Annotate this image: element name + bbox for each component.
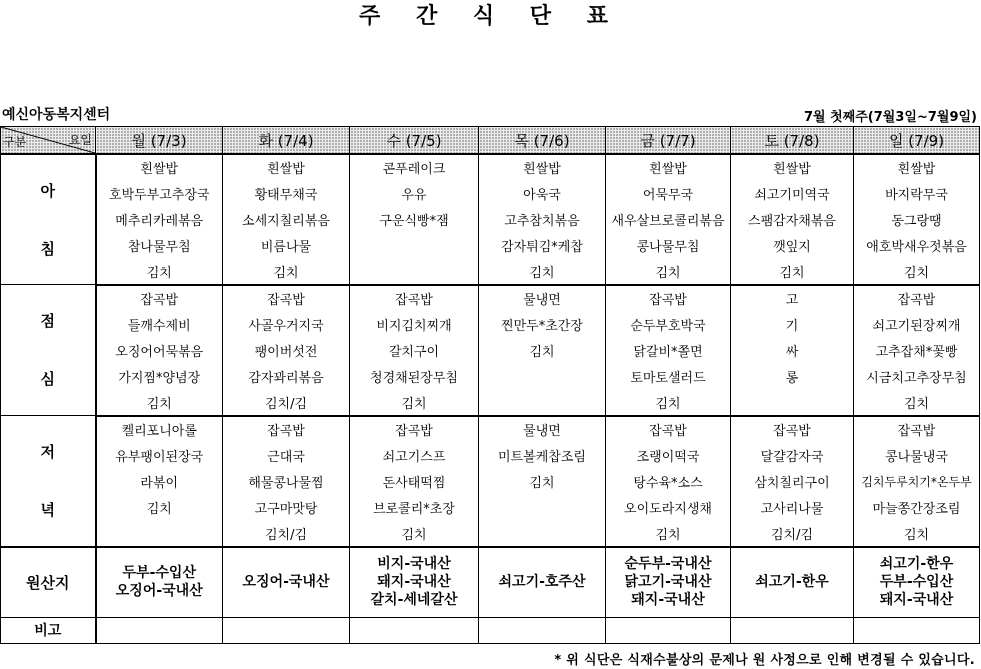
meal-label-char: 심: [40, 370, 55, 389]
menu-item: 기: [731, 312, 854, 338]
origin-cell: [854, 547, 980, 618]
menu-item: 오징어어묵볶음: [96, 338, 223, 364]
menu-item: [96, 520, 223, 547]
menu-item: 바지락무국: [854, 181, 980, 207]
origin-line: 돼지-국내산: [631, 592, 705, 609]
menu-item: 동그랑땡: [854, 207, 980, 233]
origin-cell: [96, 547, 223, 618]
origin-line: 갈치-세네갈산: [370, 592, 458, 609]
menu-item: 토마토샐러드: [606, 363, 731, 389]
menu-item: 김치/김: [731, 520, 854, 547]
meal-row: [1, 285, 980, 312]
origin-cell: [350, 547, 479, 618]
menu-item: 감자튀김*케찹: [479, 232, 606, 258]
menu-item: 잡곡밥: [223, 416, 350, 443]
menu-item: 조랭이떡국: [606, 443, 731, 469]
menu-item: 아욱국: [479, 181, 606, 207]
remark-cell: [223, 617, 350, 643]
meal-label: [1, 416, 96, 547]
meal-label-char: 점: [40, 312, 55, 331]
menu-item: 김치두루치기*온두부: [854, 469, 980, 495]
origin-row: [1, 547, 980, 618]
menu-item: 애호박새우젓볶음: [854, 232, 980, 258]
menu-item: [731, 389, 854, 416]
remark-cell: [350, 617, 479, 643]
menu-item: 마늘쫑간장조림: [854, 494, 980, 520]
menu-item: 새우살브로콜리볶음: [606, 207, 731, 233]
meal-row: [1, 258, 980, 285]
origin-line: 쇠고기-호주산: [498, 574, 586, 591]
menu-item: 김치/김: [223, 389, 350, 416]
meal-label-char: 아: [40, 181, 55, 200]
footnote: * 위 식단은 식재수불상의 문제나 원 사정으로 인해 변경될 수 있습니다.: [554, 653, 975, 668]
menu-item: 김치: [96, 258, 223, 285]
meal-row: [1, 494, 980, 520]
menu-item: 잡곡밥: [731, 416, 854, 443]
header-row: [1, 127, 980, 155]
menu-item: 해물콩나물찜: [223, 469, 350, 495]
menu-item: 잡곡밥: [606, 416, 731, 443]
origin-line: 두부-수입산: [122, 565, 196, 582]
origin-cell: [479, 547, 606, 618]
menu-item: 김치: [479, 469, 606, 495]
day-header: 토 (7/8): [731, 127, 854, 155]
menu-item: 김치: [731, 258, 854, 285]
menu-item: 어묵무국: [606, 181, 731, 207]
menu-item: 들깨수제비: [96, 312, 223, 338]
menu-item: 라볶이: [96, 469, 223, 495]
meal-row: [1, 469, 980, 495]
menu-item: 고구마맛탕: [223, 494, 350, 520]
day-header: 월 (7/3): [96, 127, 223, 155]
menu-item: 잡곡밥: [606, 285, 731, 312]
center-name: 예신아동복지센터: [2, 107, 111, 123]
origin-line: 돼지-국내산: [377, 574, 451, 591]
corner-day-label: 요일: [68, 133, 92, 147]
menu-item: 돈사태떡찜: [350, 469, 479, 495]
menu-item: 김치: [606, 389, 731, 416]
day-header: 화 (7/4): [223, 127, 350, 155]
menu-item: 팽이버섯전: [223, 338, 350, 364]
menu-item: 잡곡밥: [854, 416, 980, 443]
origin-line: 닭고기-국내산: [624, 574, 712, 591]
origin-cell: [223, 547, 350, 618]
menu-item: 흰쌀밥: [854, 154, 980, 181]
menu-item: 깻잎지: [731, 232, 854, 258]
menu-item: 쇠고기스프: [350, 443, 479, 469]
menu-item: 잡곡밥: [96, 285, 223, 312]
menu-item: 김치/김: [223, 520, 350, 547]
menu-item: 쇠고기미역국: [731, 181, 854, 207]
day-header: 일 (7/9): [854, 127, 980, 155]
meal-row: [1, 443, 980, 469]
menu-item: 달걀감자국: [731, 443, 854, 469]
menu-item: 김치: [606, 258, 731, 285]
menu-item: 켈리포니아롤: [96, 416, 223, 443]
menu-item: [479, 363, 606, 389]
menu-item: 잡곡밥: [223, 285, 350, 312]
menu-item: 김치: [479, 258, 606, 285]
corner-cell: [1, 127, 96, 155]
meal-row: [1, 232, 980, 258]
remark-cell: [96, 617, 223, 643]
menu-item: 흰쌀밥: [606, 154, 731, 181]
menu-item: 잡곡밥: [350, 416, 479, 443]
remark-cell: [731, 617, 854, 643]
day-header: 목 (7/6): [479, 127, 606, 155]
meal-row: [1, 181, 980, 207]
remark-label: 비고: [1, 617, 96, 643]
menu-item: 김치: [223, 258, 350, 285]
menu-item: [479, 520, 606, 547]
menu-item: 김치: [854, 258, 980, 285]
menu-item: 근대국: [223, 443, 350, 469]
week-label: 7월 첫째주(7월3일~7월9일): [804, 110, 977, 125]
menu-item: 김치: [350, 389, 479, 416]
origin-line: 비지-국내산: [377, 556, 451, 573]
menu-item: 시금치고추장무침: [854, 363, 980, 389]
origin-label: 원산지: [1, 547, 96, 618]
meal-row: [1, 312, 980, 338]
menu-item: 찐만두*초간장: [479, 312, 606, 338]
origin-line: 쇠고기-한우: [879, 556, 954, 573]
menu-item: 고사리나물: [731, 494, 854, 520]
menu-item: 닭갈비*쫄면: [606, 338, 731, 364]
meal-row: [1, 338, 980, 364]
menu-item: 스팸감자채볶음: [731, 207, 854, 233]
meal-row: [1, 363, 980, 389]
menu-item: [350, 258, 479, 285]
menu-item: [479, 389, 606, 416]
origin-line: 오징어-국내산: [242, 574, 330, 591]
menu-item: 롱: [731, 363, 854, 389]
menu-item: 황태무채국: [223, 181, 350, 207]
meal-label: [1, 285, 96, 416]
meal-body: [1, 154, 980, 547]
menu-item: 물냉면: [479, 285, 606, 312]
menu-table: [0, 126, 980, 644]
menu-item: 감자꽈리볶음: [223, 363, 350, 389]
menu-item: 잡곡밥: [854, 285, 980, 312]
menu-item: 콘푸레이크: [350, 154, 479, 181]
page-title: 주 간 식 단 표: [359, 4, 622, 29]
menu-item: 사골우거지국: [223, 312, 350, 338]
menu-item: 삼치칠리구이: [731, 469, 854, 495]
menu-item: 호박두부고추장국: [96, 181, 223, 207]
corner-category-label: 구분: [3, 135, 27, 149]
menu-item: 물냉면: [479, 416, 606, 443]
day-header: 금 (7/7): [606, 127, 731, 155]
menu-item: 비지김치찌개: [350, 312, 479, 338]
menu-item: 가지찜*양념장: [96, 363, 223, 389]
origin-line: 돼지-국내산: [879, 592, 954, 609]
menu-item: 우유: [350, 181, 479, 207]
menu-item: 고: [731, 285, 854, 312]
origin-line: 쇠고기-한우: [755, 574, 829, 591]
meal-row: [1, 389, 980, 416]
menu-item: 브로콜리*초장: [350, 494, 479, 520]
origin-cell: [606, 547, 731, 618]
menu-item: 흰쌀밥: [479, 154, 606, 181]
menu-item: 콩나물무침: [606, 232, 731, 258]
meal-row: [1, 416, 980, 443]
menu-item: 청경채된장무침: [350, 363, 479, 389]
menu-item: [479, 494, 606, 520]
meal-row: [1, 154, 980, 181]
meal-label-char: 침: [40, 239, 55, 258]
remark-cell: [606, 617, 731, 643]
menu-item: 갈치구이: [350, 338, 479, 364]
menu-item: 김치: [606, 520, 731, 547]
meal-label: [1, 154, 96, 285]
menu-item: 콩나물냉국: [854, 443, 980, 469]
menu-item: 잡곡밥: [350, 285, 479, 312]
menu-item: 참나물무침: [96, 232, 223, 258]
menu-item: 김치: [479, 338, 606, 364]
day-header: 수 (7/5): [350, 127, 479, 155]
menu-item: 흰쌀밥: [223, 154, 350, 181]
menu-item: 오이도라지생채: [606, 494, 731, 520]
origin-line: 두부-수입산: [879, 574, 954, 591]
menu-item: 김치: [854, 389, 980, 416]
menu-item: 탕수육*소스: [606, 469, 731, 495]
origin-line: 순두부-국내산: [624, 556, 712, 573]
meal-label-char: 저: [40, 443, 55, 462]
menu-item: 쇠고기된장찌개: [854, 312, 980, 338]
origin-line: 오징어-국내산: [115, 583, 203, 600]
meal-row: [1, 520, 980, 547]
menu-item: 구운식빵*잼: [350, 207, 479, 233]
menu-item: 고추잡채*꽃빵: [854, 338, 980, 364]
meal-row: [1, 207, 980, 233]
menu-item: 김치: [854, 520, 980, 547]
menu-item: 싸: [731, 338, 854, 364]
menu-item: 흰쌀밥: [96, 154, 223, 181]
menu-item: 비름나물: [223, 232, 350, 258]
menu-item: 고추참치볶음: [479, 207, 606, 233]
menu-item: [350, 232, 479, 258]
remark-cell: [854, 617, 980, 643]
menu-item: 메추리카레볶음: [96, 207, 223, 233]
menu-item: 김치: [350, 520, 479, 547]
remark-cell: [479, 617, 606, 643]
menu-item: 미트볼케찹조림: [479, 443, 606, 469]
meal-label-char: 녁: [40, 501, 55, 520]
menu-item: 김치: [96, 389, 223, 416]
menu-item: 소세지칠리볶음: [223, 207, 350, 233]
menu-item: 흰쌀밥: [731, 154, 854, 181]
origin-cell: [731, 547, 854, 618]
menu-item: 김치: [96, 494, 223, 520]
menu-item: 유부팽이된장국: [96, 443, 223, 469]
menu-item: 순두부호박국: [606, 312, 731, 338]
remark-row: [1, 617, 980, 643]
